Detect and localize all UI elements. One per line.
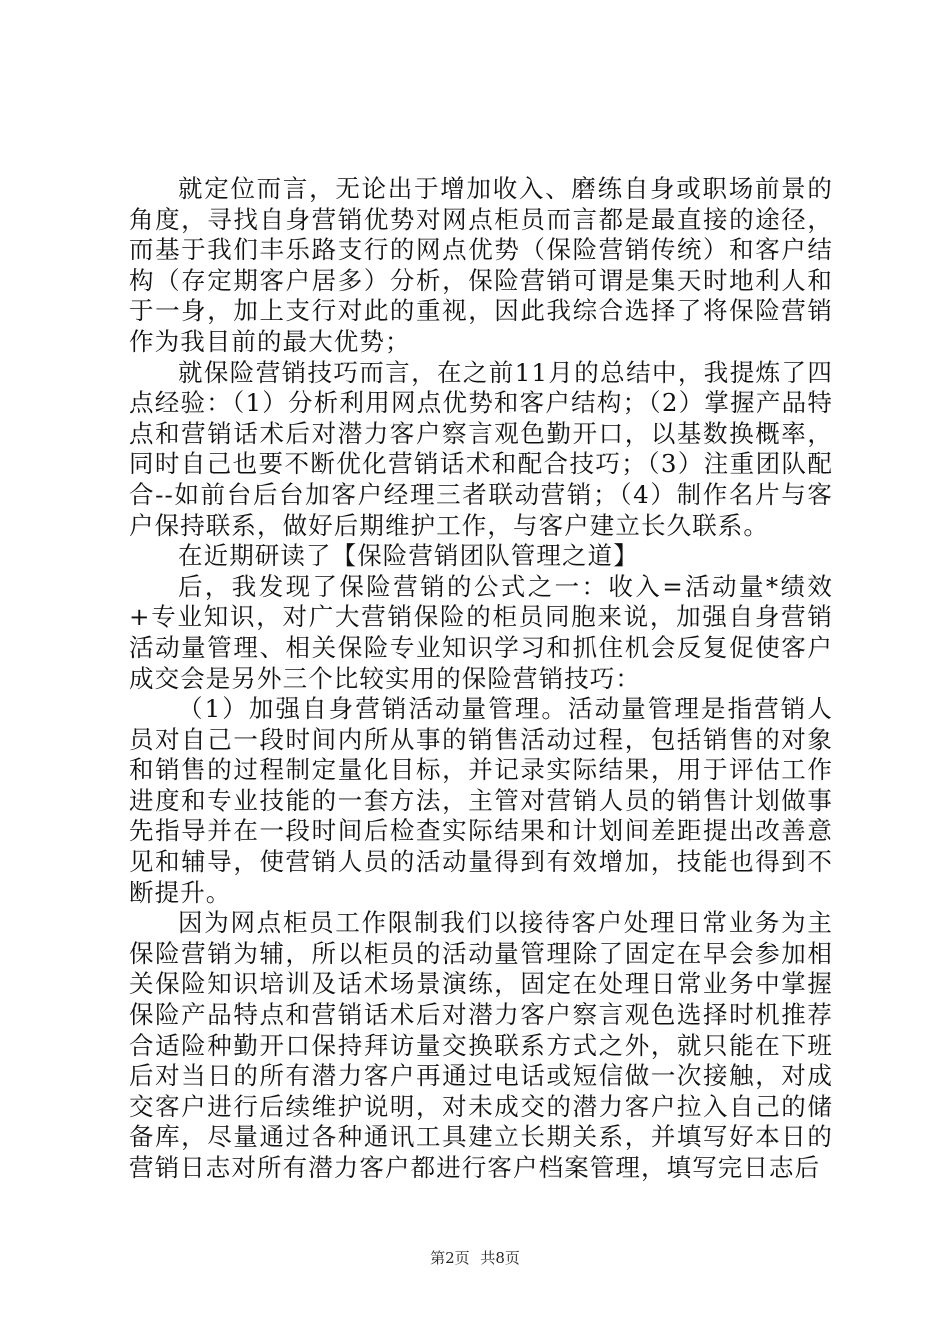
document-body bbox=[129, 174, 833, 1184]
page-total: 共8页 bbox=[480, 1249, 520, 1267]
paragraph-positioning: 就定位而言，无论出于增加收入、磨练自身或职场前景的角度，寻找自身营销优势对网点柜员而言都是最直接的途径，而基于我们丰乐路支行的网点优势（保险营销传统）和客户结构（存定期客户居多）分析，保险营销可谓是集天时地利人和于一身，加上支行对此的重视，因此我综合选择了将保险营销作为我目前的最大优势； bbox=[129, 174, 833, 356]
paragraph-marketing-skills: 就保险营销技巧而言，在之前11月的总结中，我提炼了四点经验：（1）分析利用网点优势和客户结构；（2）掌握产品特点和营销话术后对潜力客户察言观色勤开口，以基数换概率，同时自己也要不断优化营销话术和配合技巧；（3）注重团队配合--如前台后台加客户经理三者联动营销；（4）制作名片与客户保持联系，做好后期维护工作，与客户建立长久联系。 bbox=[129, 357, 833, 540]
paragraph-activity-management: （1）加强自身营销活动量管理。活动量管理是指营销人员对自己一段时间内所从事的销售活动过程，包括销售的对象和销售的过程制定量化目标，并记录实际结果，用于评估工作进度和专业技能的一套方法，主管对营销人员的销售计划做事先指导并在一段时间后检查实际结果和计划间差距提出改善意见和辅导，使营销人员的活动量得到有效增加，技能也得到不断提升。 bbox=[129, 694, 833, 907]
paragraph-teller-limits: 因为网点柜员工作限制我们以接待客户处理日常业务为主保险营销为辅，所以柜员的活动量管理除了固定在早会参加相关保险知识培训及话术场景演练，固定在处理日常业务中掌握保险产品特点和营销话术后对潜力客户察言观色选择时机推荐合适险种勤开口保持拜访量交换联系方式之外，就只能在下班后对当日的所有潜力客户再通过电话或短信做一次接触，对成交客户进行后续维护说明，对未成交的潜力客户拉入自己的储备库，尽量通过各种通讯工具建立长期关系，并填写好本日的营销日志对所有潜力客户都进行客户档案管理，填写完日志后 bbox=[129, 908, 833, 1182]
page-footer bbox=[0, 1247, 950, 1268]
paragraph-recent-reading: 在近期研读了【保险营销团队管理之道】 bbox=[178, 541, 639, 571]
page-number: 第2页 bbox=[430, 1249, 470, 1267]
paragraph-formula: 后，我发现了保险营销的公式之一：收入=活动量*绩效+专业知识，对广大营销保险的柜员同胞来说，加强自身营销活动量管理、相关保险专业知识学习和抓住机会反复促使客户成交会是另外三个比较实用的保险营销技巧： bbox=[129, 571, 833, 693]
